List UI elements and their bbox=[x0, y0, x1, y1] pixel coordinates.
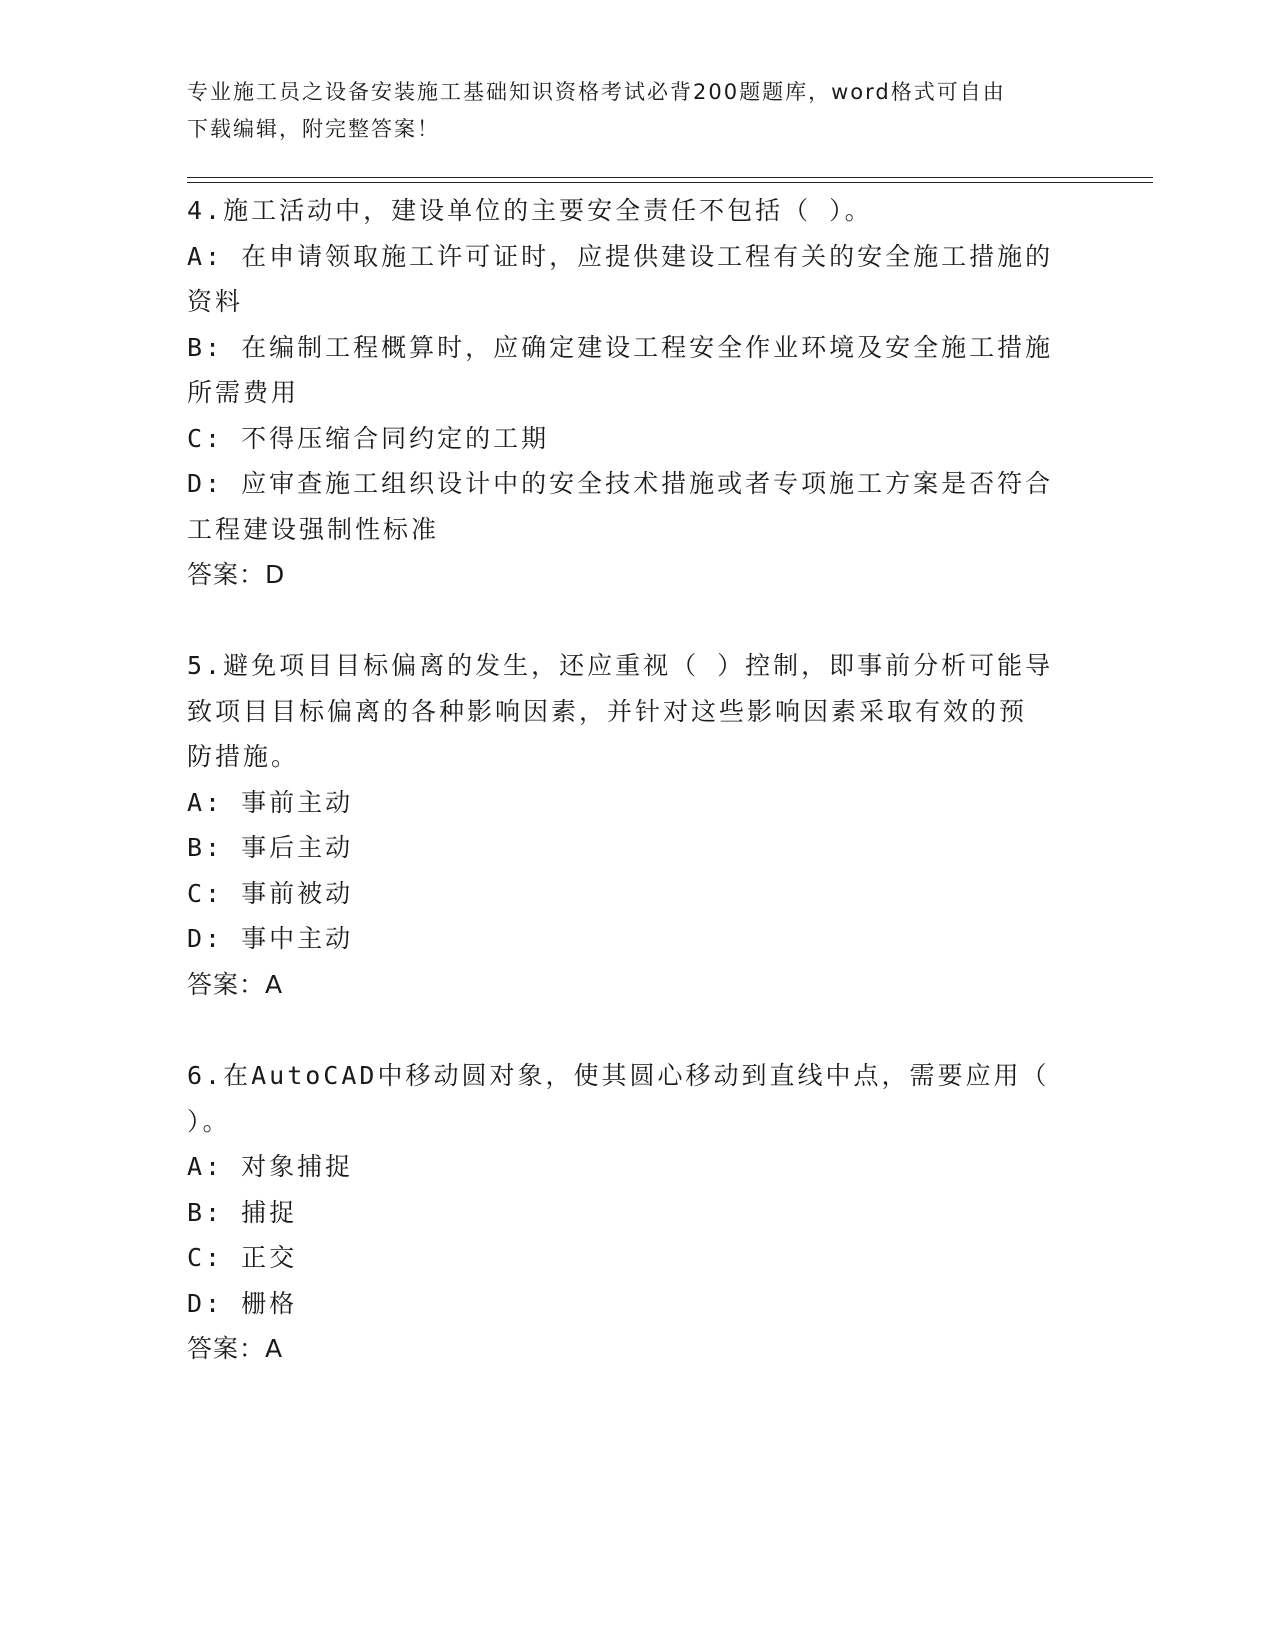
question-5 bbox=[187, 643, 1067, 1007]
option-d: D: 应审查施工组织设计中的安全技术措施或者专项施工方案是否符合 bbox=[187, 469, 1054, 498]
question-stem-continued: 防措施。 bbox=[187, 742, 300, 771]
option-b: B: 事后主动 bbox=[187, 833, 354, 862]
option-a: A: 事前主动 bbox=[187, 787, 354, 817]
option-c: C: 不得压缩合同约定的工期 bbox=[187, 423, 550, 453]
option-d: D: 事中主动 bbox=[187, 924, 354, 953]
header-divider-top bbox=[187, 177, 1153, 178]
option-a: A: 对象捕捉 bbox=[187, 1152, 354, 1181]
answer: 答案：D bbox=[187, 560, 286, 589]
question-stem: 4.施工活动中，建设单位的主要安全责任不包括（ ）。 bbox=[187, 196, 873, 225]
option-c: C: 事前被动 bbox=[187, 878, 354, 908]
option-b: B: 捕捉 bbox=[187, 1197, 298, 1227]
question-4 bbox=[187, 188, 1067, 598]
option-b-continued: 所需费用 bbox=[187, 378, 300, 407]
option-d: D: 栅格 bbox=[187, 1288, 298, 1318]
option-a: A: 在申请领取施工许可证时，应提供建设工程有关的安全施工措施的 bbox=[187, 241, 1054, 271]
question-6 bbox=[187, 1053, 1067, 1372]
header-divider-bottom bbox=[187, 182, 1153, 183]
option-a-continued: 资料 bbox=[187, 287, 244, 316]
question-stem: 5.避免项目目标偏离的发生，还应重视（ ）控制，即事前分析可能导 bbox=[187, 651, 1054, 680]
header-note bbox=[187, 74, 1087, 148]
question-stem-continued: ）。 bbox=[187, 1106, 231, 1136]
answer: 答案：A bbox=[187, 1334, 284, 1363]
header-line-2: 下载编辑，附完整答案！ bbox=[187, 117, 440, 141]
option-d-continued: 工程建设强制性标准 bbox=[187, 514, 440, 544]
header-line-1: 专业施工员之设备安装施工基础知识资格考试必背200题题库，word格式可自由 bbox=[187, 80, 1006, 104]
answer: 答案：A bbox=[187, 969, 284, 999]
question-stem-continued: 致项目目标偏离的各种影响因素，并针对这些影响因素采取有效的预 bbox=[187, 696, 1028, 726]
question-stem: 6.在AutoCAD中移动圆对象，使其圆心移动到直线中点，需要应用（ bbox=[187, 1061, 1050, 1090]
option-b: B: 在编制工程概算时，应确定建设工程安全作业环境及安全施工措施 bbox=[187, 332, 1054, 362]
option-c: C: 正交 bbox=[187, 1243, 298, 1272]
